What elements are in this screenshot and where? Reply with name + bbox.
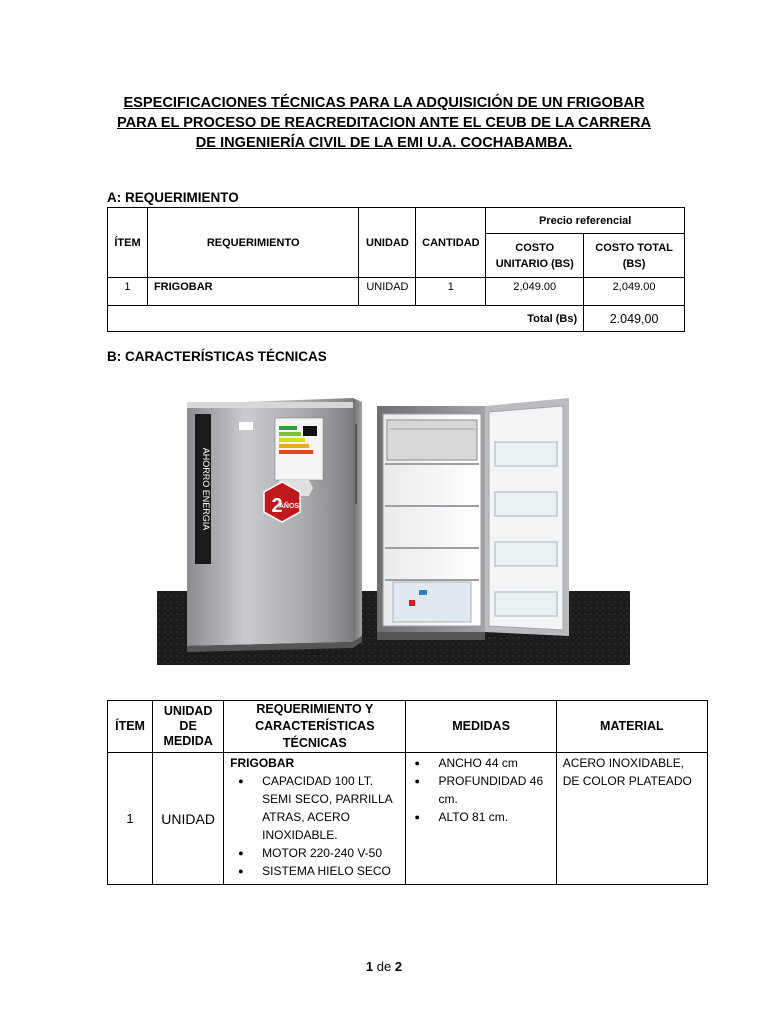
spec-header-unidad-medida bbox=[153, 701, 224, 753]
fridge-open bbox=[377, 398, 569, 640]
list-item: ● ALTO 81 cm. bbox=[438, 808, 551, 826]
side-label: AHORRO ENERGIA bbox=[201, 447, 211, 531]
spec-header-requerimiento bbox=[224, 701, 406, 753]
header-costo-total-line-2: (BS) bbox=[622, 257, 646, 270]
spec-cell-unidad: UNIDAD bbox=[153, 753, 224, 885]
list-item: ● SISTEMA HIELO SECO bbox=[262, 862, 401, 880]
spec-header-material: MATERIAL bbox=[556, 701, 707, 753]
spec-header-unidad-line-3: MEDIDA bbox=[163, 734, 213, 748]
list-item: ● MOTOR 220-240 V-50 bbox=[262, 844, 401, 862]
header-precio-referencial: Precio referencial bbox=[486, 208, 685, 234]
title-line-3: DE INGENIERÍA CIVIL DE LA EMI U.A. COCHABAMBA. bbox=[195, 135, 573, 151]
page-number bbox=[0, 959, 768, 974]
specifications-table bbox=[107, 700, 708, 885]
spec-cell-requerimiento bbox=[224, 753, 406, 885]
page-current: 1 bbox=[365, 959, 374, 974]
header-costo-total bbox=[584, 234, 685, 278]
document-title bbox=[60, 93, 708, 153]
header-item: ÍTEM bbox=[108, 208, 148, 278]
title-line-1: ESPECIFICACIONES TÉCNICAS PARA LA ADQUISICIÓN DE UN FRIGOBAR bbox=[123, 95, 645, 111]
header-unidad: UNIDAD bbox=[359, 208, 416, 278]
spec-req-list bbox=[230, 772, 401, 880]
cell-costo-total: 2,049.00 bbox=[584, 278, 685, 306]
spec-req-title: FRIGOBAR bbox=[230, 756, 295, 770]
cell-costo-unitario: 2,049.00 bbox=[486, 278, 584, 306]
spec-cell-medidas bbox=[406, 753, 556, 885]
total-label: Total (Bs) bbox=[108, 306, 584, 332]
total-value: 2.049,00 bbox=[584, 306, 685, 332]
spec-header-req-line-2: CARACTERÍSTICAS TÉCNICAS bbox=[255, 719, 375, 750]
list-item: ● CAPACIDAD 100 LT. SEMI SECO, PARRILLA ATRAS, ACERO INOXIDABLE. bbox=[262, 772, 401, 844]
title-line-2: PARA EL PROCESO DE REACREDITACION ANTE EL CEUB DE LA CARRERA bbox=[116, 115, 652, 131]
fridge-photo bbox=[157, 384, 630, 665]
badge-text: AÑOS bbox=[278, 503, 300, 510]
header-cantidad: CANTIDAD bbox=[416, 208, 486, 278]
spec-cell-material: ACERO INOXIDABLE, DE COLOR PLATEADO bbox=[556, 753, 707, 885]
cell-requerimiento: FRIGOBAR bbox=[147, 278, 359, 306]
requirement-table bbox=[107, 207, 685, 332]
section-a-heading: A: REQUERIMIENTO bbox=[107, 190, 239, 205]
list-item: ● ANCHO 44 cm bbox=[438, 754, 551, 772]
header-costo-total-line-1: COSTO TOTAL bbox=[595, 241, 673, 254]
header-costo-unitario-line-1: COSTO bbox=[515, 241, 555, 254]
header-costo-unitario-line-2: UNITARIO (BS) bbox=[495, 257, 574, 270]
cell-cantidad: 1 bbox=[416, 278, 486, 306]
spec-header-medidas: MEDIDAS bbox=[406, 701, 556, 753]
spec-header-item: ÍTEM bbox=[108, 701, 153, 753]
page-total: 2 bbox=[394, 959, 403, 974]
table-row bbox=[108, 278, 685, 306]
cell-unidad: UNIDAD bbox=[359, 278, 416, 306]
table-row bbox=[108, 753, 708, 885]
header-costo-unitario bbox=[486, 234, 584, 278]
spec-header-unidad-line-2: DE bbox=[179, 719, 197, 733]
cell-item: 1 bbox=[108, 278, 148, 306]
spec-cell-item: 1 bbox=[108, 753, 153, 885]
spec-header-req-line-1: REQUERIMIENTO Y bbox=[256, 702, 374, 716]
header-requerimiento: REQUERIMIENTO bbox=[147, 208, 359, 278]
page-sep: de bbox=[376, 959, 392, 974]
spec-header-unidad-line-1: UNIDAD bbox=[163, 704, 213, 718]
spec-medidas-list bbox=[406, 754, 551, 826]
badge-number: 2 bbox=[271, 495, 283, 517]
list-item: ● PROFUNDIDAD 46 cm. bbox=[438, 772, 551, 808]
fridge-closed bbox=[187, 398, 362, 652]
section-b-heading: B: CARACTERÍSTICAS TÉCNICAS bbox=[107, 349, 327, 364]
